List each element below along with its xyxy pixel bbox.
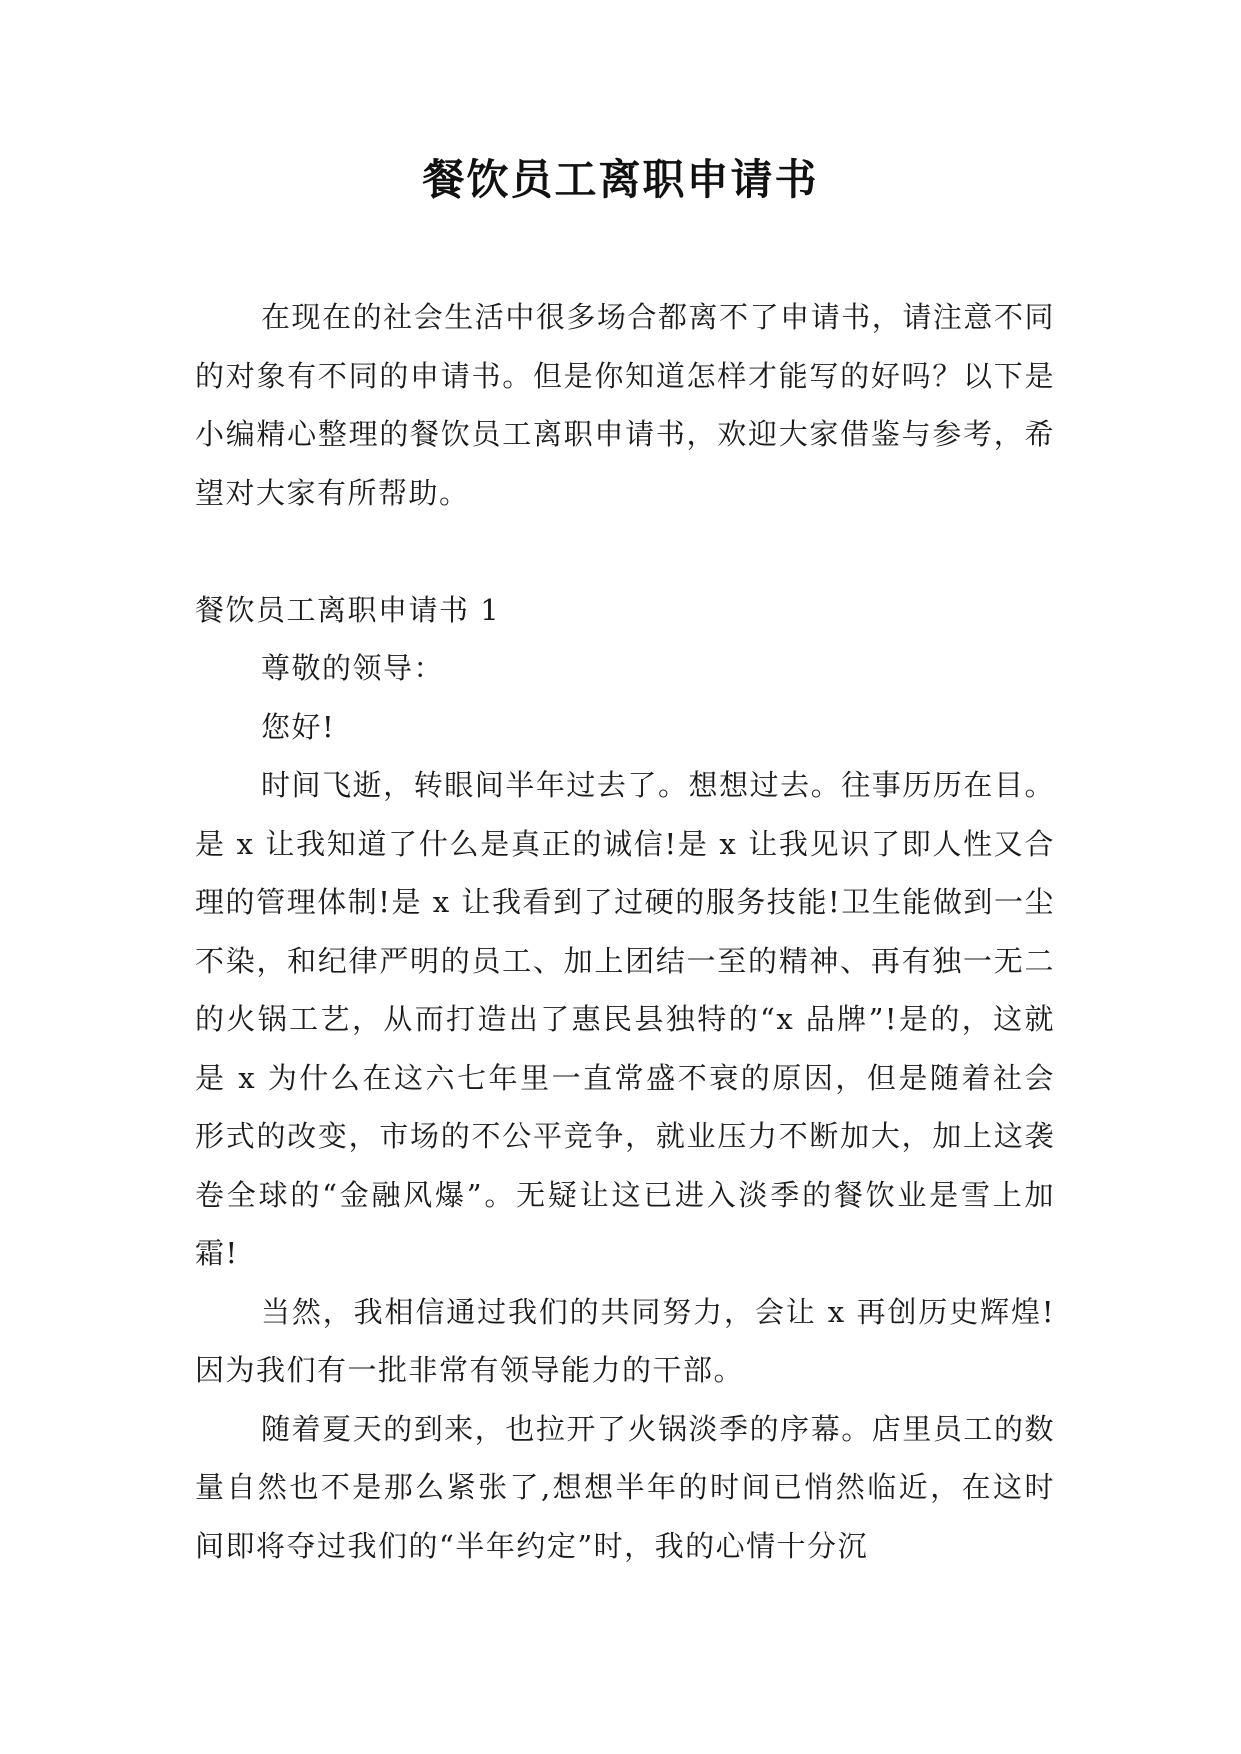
greeting: 您好! — [261, 709, 336, 744]
intro-paragraph: 在现在的社会生活中很多场合都离不了申请书，请注意不同的对象有不同的申请书。但是你知道怎样才能写的好吗？以下是小编精心整理的餐饮员工离职申请书，欢迎大家借鉴与参考，希望对大家有所帮助。 — [195, 300, 1055, 510]
document-body — [195, 288, 1055, 1575]
salutation: 尊敬的领导： — [261, 651, 445, 685]
body-paragraph-1: 时间飞逝，转眼间半年过去了。想想过去。往事历历在目。是 x 让我知道了什么是真正的诚信!是 x 让我见识了即人性又合理的管理体制!是 x 让我看到了过硬的服务技能!卫生能做到一尘不染，和纪律严明的员工、加上团结一至的精神、再有独一无二的火锅工艺，从而打造出了惠民县独特的“x 品牌”!是的，这就是 x 为什么在这六七年里一直常盛不衰的原因，但是随着社会形式的改变，市场的不公平竞争，就业压力不断加大，加上这袭卷全球的“金融风爆”。无疑让这已进入淡季的餐饮业是雪上加霜! — [195, 768, 1055, 1270]
document-title: 餐饮员工离职申请书 — [422, 155, 819, 204]
section-heading: 餐饮员工离职申请书 1 — [195, 592, 501, 627]
body-paragraph-2: 当然，我相信通过我们的共同努力，会让 x 再创历史辉煌!因为我们有一批非常有领导能力的干部。 — [195, 1294, 1055, 1387]
body-paragraph-3: 随着夏天的到来，也拉开了火锅淡季的序幕。店里员工的数量自然也不是那么紧张了,想想半年的时间已悄然临近，在这时间即将夺过我们的“半年约定”时，我的心情十分沉 — [195, 1411, 1055, 1563]
paragraph-spacer — [195, 522, 1055, 581]
